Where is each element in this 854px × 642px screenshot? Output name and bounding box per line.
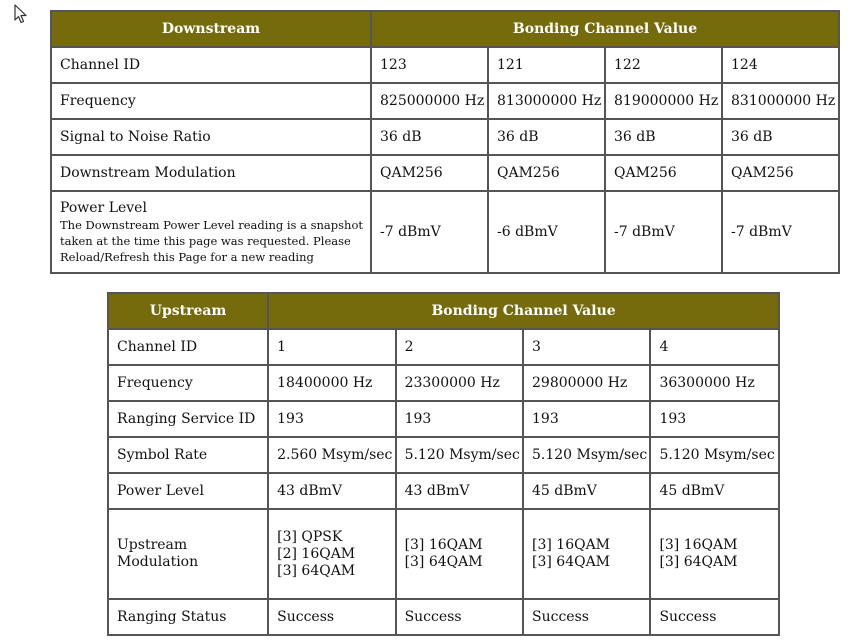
channel-id-value: 4: [651, 330, 778, 364]
frequency-value: 831000000 Hz: [723, 84, 838, 118]
modulation-line: [3] 16QAM: [659, 537, 738, 553]
table-row: [109, 510, 778, 598]
row-label: Ranging Status: [109, 600, 267, 634]
symbol-rate-value: 2.560 Msym/sec: [269, 438, 394, 472]
modulation-line: [3] 64QAM: [404, 554, 483, 570]
note-line: taken at the time this page was requested. Please: [60, 233, 351, 248]
power-level-value: -7 dBmV: [372, 192, 487, 272]
ranging-service-id-value: 193: [397, 402, 522, 436]
upstream-header-row: [109, 294, 778, 328]
power-level-value: 45 dBmV: [524, 474, 649, 508]
modulation-line: [3] 64QAM: [532, 554, 611, 570]
table-row: [109, 366, 778, 400]
frequency-value: 813000000 Hz: [489, 84, 604, 118]
modulation-line: [3] QPSK: [277, 528, 343, 545]
modulation-value: [524, 510, 649, 598]
power-level-value: -7 dBmV: [723, 192, 838, 272]
channel-id-value: 122: [606, 48, 721, 82]
modulation-line: [3] 16QAM: [404, 537, 483, 553]
row-label: Signal to Noise Ratio: [52, 120, 370, 154]
row-label: Channel ID: [109, 330, 267, 364]
frequency-value: 819000000 Hz: [606, 84, 721, 118]
mouse-cursor-icon: [14, 4, 28, 24]
frequency-value: 29800000 Hz: [524, 366, 649, 400]
channel-id-value: 1: [269, 330, 394, 364]
frequency-value: 36300000 Hz: [651, 366, 778, 400]
downstream-table: [50, 10, 840, 274]
ranging-status-value: Success: [524, 600, 649, 634]
downstream-header: Downstream: [52, 12, 370, 46]
channel-id-value: 124: [723, 48, 838, 82]
table-row: [109, 474, 778, 508]
row-label: Upstream Modulation: [109, 510, 267, 598]
frequency-value: 23300000 Hz: [397, 366, 522, 400]
ranging-status-value: Success: [269, 600, 394, 634]
ranging-status-value: Success: [397, 600, 522, 634]
table-row: [109, 438, 778, 472]
frequency-value: 825000000 Hz: [372, 84, 487, 118]
power-level-value: -6 dBmV: [489, 192, 604, 272]
modulation-line: [3] 64QAM: [277, 562, 356, 579]
modulation-value: [651, 510, 778, 598]
power-level-note: [60, 217, 370, 265]
bonding-channel-value-header: Bonding Channel Value: [269, 294, 778, 328]
channel-id-value: 123: [372, 48, 487, 82]
note-line: The Downstream Power Level reading is a snapshot: [60, 217, 363, 232]
table-row: [109, 600, 778, 634]
modulation-line: [3] 64QAM: [659, 554, 738, 570]
row-label: Channel ID: [52, 48, 370, 82]
bonding-channel-value-header: Bonding Channel Value: [372, 12, 838, 46]
row-label: Frequency: [52, 84, 370, 118]
row-label: Power Level: [60, 199, 147, 216]
row-label: Downstream Modulation: [52, 156, 370, 190]
channel-id-value: 3: [524, 330, 649, 364]
table-row: [109, 402, 778, 436]
row-label: Symbol Rate: [109, 438, 267, 472]
ranging-service-id-value: 193: [269, 402, 394, 436]
modulation-value: [397, 510, 522, 598]
upstream-header: Upstream: [109, 294, 267, 328]
downstream-header-row: [52, 12, 838, 46]
snr-value: 36 dB: [372, 120, 487, 154]
power-level-value: 43 dBmV: [269, 474, 394, 508]
upstream-table: [107, 292, 780, 636]
modulation-value: QAM256: [372, 156, 487, 190]
symbol-rate-value: 5.120 Msym/sec: [651, 438, 778, 472]
modulation-value: QAM256: [606, 156, 721, 190]
modulation-line: [3] 16QAM: [532, 537, 611, 553]
power-level-value: 43 dBmV: [397, 474, 522, 508]
table-row: [109, 330, 778, 364]
power-level-value: -7 dBmV: [606, 192, 721, 272]
ranging-service-id-value: 193: [651, 402, 778, 436]
snr-value: 36 dB: [606, 120, 721, 154]
table-row: [52, 84, 838, 118]
row-label: Ranging Service ID: [109, 402, 267, 436]
snr-value: 36 dB: [723, 120, 838, 154]
row-label: Frequency: [109, 366, 267, 400]
row-label: Power Level: [109, 474, 267, 508]
channel-id-value: 2: [397, 330, 522, 364]
snr-value: 36 dB: [489, 120, 604, 154]
symbol-rate-value: 5.120 Msym/sec: [524, 438, 649, 472]
table-row: [52, 120, 838, 154]
modulation-value: QAM256: [723, 156, 838, 190]
table-row: [52, 156, 838, 190]
modulation-line: [2] 16QAM: [277, 545, 356, 562]
symbol-rate-value: 5.120 Msym/sec: [397, 438, 522, 472]
note-line: Reload/Refresh this Page for a new reading: [60, 249, 314, 264]
table-row: [52, 48, 838, 82]
ranging-status-value: Success: [651, 600, 778, 634]
ranging-service-id-value: 193: [524, 402, 649, 436]
power-level-value: 45 dBmV: [651, 474, 778, 508]
modulation-value: [269, 510, 394, 598]
frequency-value: 18400000 Hz: [269, 366, 394, 400]
power-level-cell: [52, 192, 370, 272]
table-row: [52, 192, 838, 272]
modulation-value: QAM256: [489, 156, 604, 190]
channel-id-value: 121: [489, 48, 604, 82]
